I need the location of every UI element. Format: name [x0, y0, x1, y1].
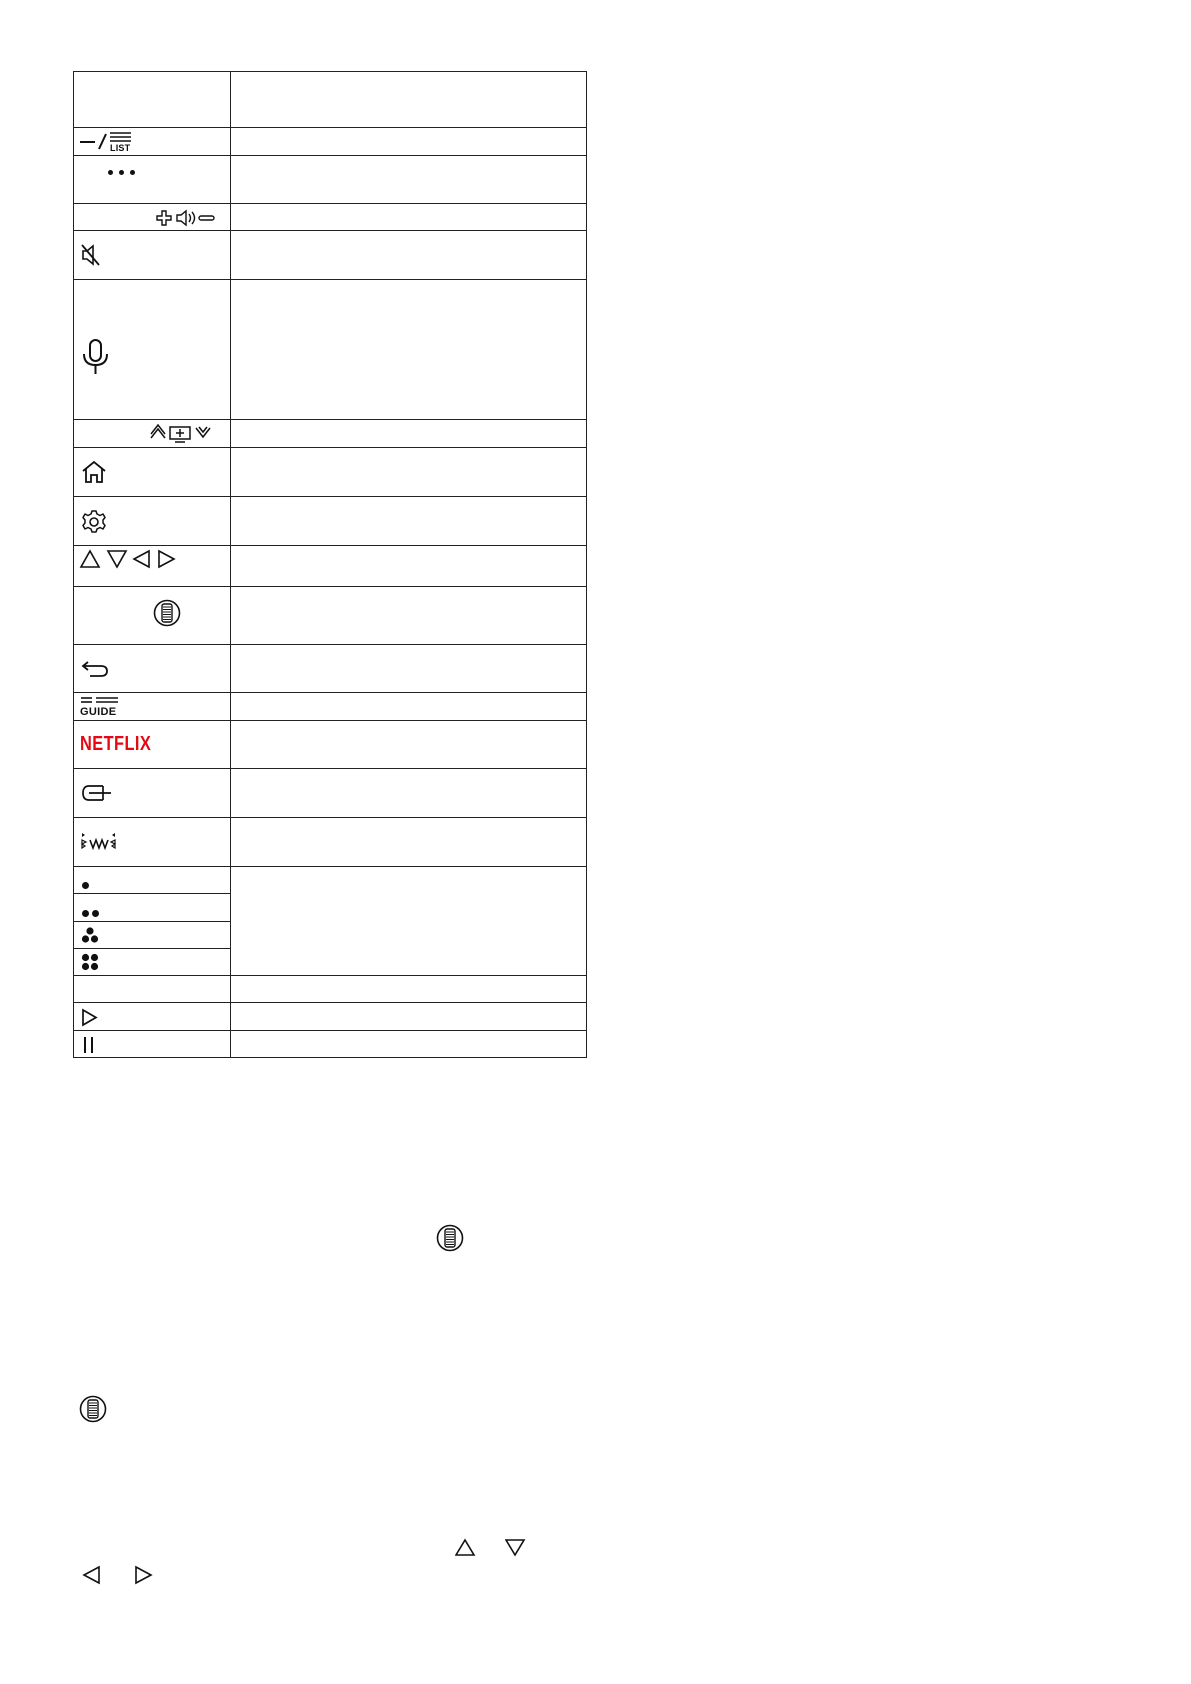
desc-cell [231, 156, 587, 204]
table-row [74, 280, 587, 420]
key-cell [74, 976, 231, 1003]
ok-wheel-icon [436, 1224, 464, 1252]
channel-up-down-icon [149, 424, 223, 444]
remote-keys-table [73, 71, 587, 1058]
arrow-up-down-left-right-icon [79, 549, 179, 571]
guide-label: GUIDE [80, 706, 117, 718]
key-cell [74, 587, 231, 645]
arrow-up-icon [455, 1538, 477, 1558]
key-cell [74, 546, 231, 587]
table-row [74, 587, 587, 645]
key-cell [74, 894, 231, 922]
play-icon [81, 1008, 99, 1028]
desc-cell [231, 645, 587, 693]
key-cell [74, 769, 231, 818]
table-row [74, 72, 587, 128]
mute-icon [80, 243, 102, 267]
key-cell [74, 448, 231, 497]
one-dot-icon [82, 876, 89, 894]
key-cell [74, 922, 231, 949]
key-cell [74, 128, 231, 156]
desc-cell [231, 128, 587, 156]
table-row [74, 1031, 587, 1058]
key-cell [74, 818, 231, 867]
table-row [74, 546, 587, 587]
desc-cell [231, 721, 587, 769]
table-row [74, 1003, 587, 1031]
volume-plus-minus-icon [156, 209, 222, 227]
header-cell-left [74, 72, 231, 128]
ivi-icon [80, 831, 120, 853]
table-row [74, 497, 587, 546]
header-cell-right [231, 72, 587, 128]
key-cell [74, 1003, 231, 1031]
desc-cell [231, 280, 587, 420]
desc-cell [231, 587, 587, 645]
table-row [74, 231, 587, 280]
key-cell [74, 497, 231, 546]
desc-cell [231, 1031, 587, 1058]
table-row [74, 976, 587, 1003]
table-row [74, 769, 587, 818]
ok-wheel-icon [153, 599, 181, 627]
desc-cell [231, 1003, 587, 1031]
ok-wheel-icon [79, 1395, 107, 1423]
table-row [74, 867, 587, 894]
key-cell [74, 721, 231, 769]
two-dots-icon [82, 904, 99, 922]
desc-cell [231, 204, 587, 231]
arrow-left-icon [82, 1565, 102, 1585]
table-row [74, 448, 587, 497]
key-cell [74, 231, 231, 280]
back-icon [81, 659, 111, 679]
desc-cell [231, 769, 587, 818]
desc-cell [231, 231, 587, 280]
four-dots-icon [81, 953, 101, 973]
table-row [74, 156, 587, 204]
home-icon [81, 460, 107, 484]
key-cell [74, 280, 231, 420]
key-cell [74, 204, 231, 231]
key-cell [74, 867, 231, 894]
table-row [74, 721, 587, 769]
table-row [74, 818, 587, 867]
key-cell [74, 1031, 231, 1058]
table-row [74, 420, 587, 448]
table-row [74, 693, 587, 721]
table-row [74, 645, 587, 693]
table-row [74, 204, 587, 231]
pause-icon [82, 1035, 96, 1055]
desc-cell [231, 976, 587, 1003]
desc-cell [231, 497, 587, 546]
key-cell [74, 693, 231, 721]
key-cell [74, 949, 231, 976]
desc-cell [231, 448, 587, 497]
desc-cell [231, 818, 587, 867]
microphone-icon [81, 338, 111, 376]
three-dots-icon [108, 162, 135, 180]
desc-cell-merged [231, 867, 587, 976]
desc-cell [231, 420, 587, 448]
input-source-icon [81, 783, 113, 803]
arrow-down-icon [505, 1538, 527, 1558]
desc-cell [231, 693, 587, 721]
desc-cell [231, 546, 587, 587]
key-cell [74, 645, 231, 693]
key-cell [74, 156, 231, 204]
three-dots-triangle-icon [81, 927, 101, 945]
settings-gear-icon [81, 509, 107, 535]
list-label: LIST [110, 143, 131, 153]
key-cell [74, 420, 231, 448]
netflix-icon: NETFLIX [80, 733, 152, 755]
guide-icon [80, 696, 120, 706]
table-row [74, 128, 587, 156]
arrow-right-icon [133, 1565, 153, 1585]
